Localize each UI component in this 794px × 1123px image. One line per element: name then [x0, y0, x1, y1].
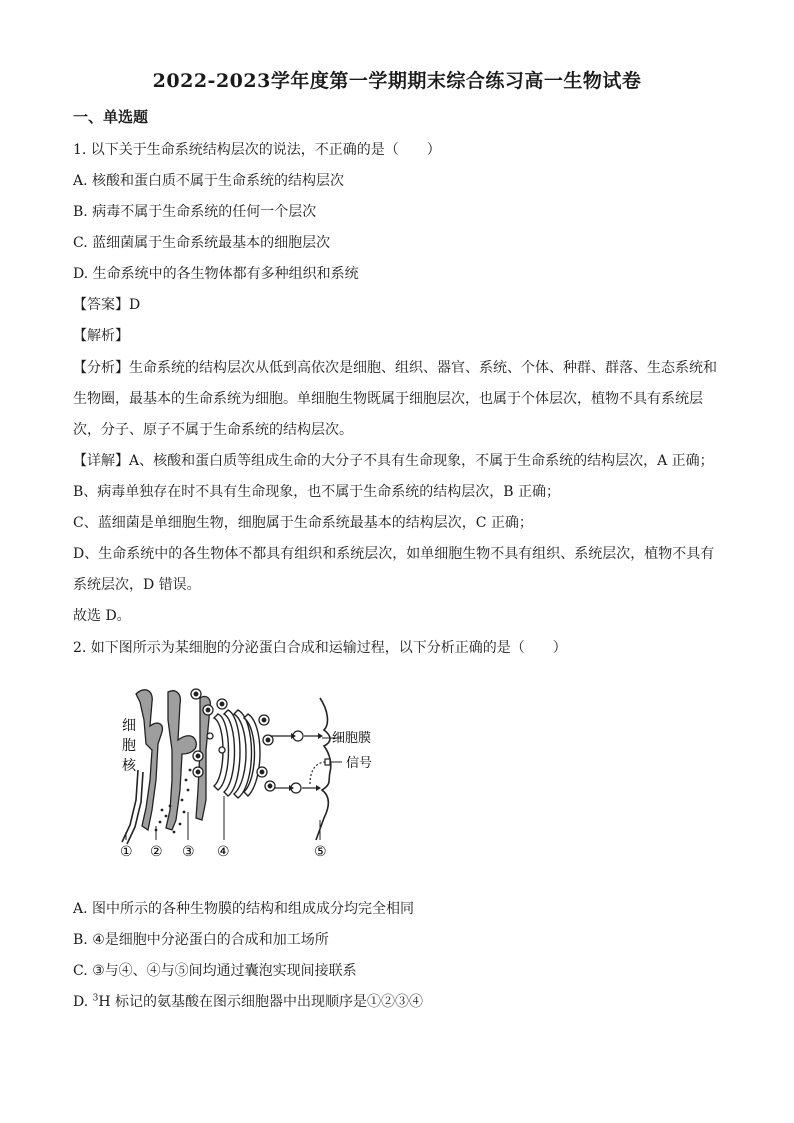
- q1-option-b: B. 病毒不属于生命系统的任何一个层次: [73, 204, 317, 220]
- label-number-3: ③: [182, 844, 195, 860]
- q2-option-d-superscript: 3: [92, 993, 99, 1004]
- label-nucleus-2: 胞: [122, 738, 136, 754]
- q1-fenxi-line-1: 【分析】生命系统的结构层次从低到高依次是细胞、组织、器官、系统、个体、种群、群落、生态系统和: [73, 360, 717, 376]
- q1-xiangjie-line-4: D、生命系统中的各生物体不都具有组织和系统层次，如单细胞生物不具有组织、系统层次，植物不具有: [73, 546, 715, 562]
- section-heading: 一、单选题: [73, 108, 149, 126]
- label-signal: 信号: [346, 756, 373, 771]
- q2-option-d: [73, 992, 423, 1012]
- q2-option-c: C. ③与④、④与⑤间均通过囊泡实现间接联系: [73, 963, 357, 979]
- q1-xiangjie-line-2: B、病毒单独存在时不具有生命现象，也不属于生命系统的结构层次，B 正确；: [73, 484, 561, 500]
- golgi-apparatus: [214, 710, 260, 798]
- q2-option-b: B. ④是细胞中分泌蛋白的合成和加工场所: [73, 932, 329, 948]
- label-nucleus-3: 核: [122, 758, 136, 774]
- label-number-4: ④: [217, 844, 230, 860]
- q1-fenxi-line-3: 次，分子、原子不属于生命系统的结构层次。: [73, 422, 353, 438]
- q1-option-d: D. 生命系统中的各生物体都有多种组织和系统: [73, 266, 359, 282]
- q1-option-c: C. 蓝细菌属于生命系统最基本的细胞层次: [73, 235, 331, 251]
- q1-xiangjie-line-1: 【详解】A、核酸和蛋白质等组成生命的大分子不具有生命现象，不属于生命系统的结构层次，A 正确；: [73, 453, 714, 469]
- label-number-2: ②: [150, 844, 163, 860]
- q1-conclusion: 故选 D。: [73, 608, 131, 624]
- q1-option-a: A. 核酸和蛋白质不属于生命系统的结构层次: [73, 173, 345, 189]
- label-cell-membrane: 细胞膜: [332, 731, 372, 746]
- q1-analysis-label: 【解析】: [73, 328, 129, 344]
- q2-option-d-text: H 标记的氨基酸在图示细胞器中出现顺序是①②③④: [98, 994, 424, 1010]
- q2-option-a: A. 图中所示的各种生物膜的结构和组成成分均完全相同: [73, 901, 415, 917]
- label-number-5: ⑤: [314, 844, 327, 860]
- q2-option-d-prefix: D.: [73, 994, 93, 1010]
- page-title: 2022-2023学年度第一学期期末综合练习高一生物试卷: [152, 70, 642, 92]
- transport-arrows: [270, 731, 326, 793]
- q1-fenxi-line-2: 生物圈，最基本的生命系统为细胞。单细胞生物既属于细胞层次，也属于个体层次，植物不具有系统层: [73, 391, 703, 407]
- q1-xiangjie-line-5: 系统层次，D 错误。: [73, 577, 201, 593]
- nucleus-membrane: [122, 770, 143, 844]
- label-nucleus-1: 细: [122, 718, 136, 734]
- cell-membrane: [316, 698, 342, 840]
- cell-secretion-diagram: [110, 680, 390, 865]
- label-number-1: ①: [120, 844, 133, 860]
- q1-xiangjie-line-3: C、蓝细菌是单细胞生物，细胞属于生命系统最基本的结构层次，C 正确；: [73, 515, 533, 531]
- q1-stem: 1. 以下关于生命系统结构层次的说法，不正确的是（ ）: [73, 142, 441, 158]
- q2-stem: 2. 如下图所示为某细胞的分泌蛋白合成和运输过程，以下分析正确的是（ ）: [73, 640, 567, 656]
- q1-answer: 【答案】D: [73, 297, 141, 313]
- number-leader-lines: [126, 796, 320, 840]
